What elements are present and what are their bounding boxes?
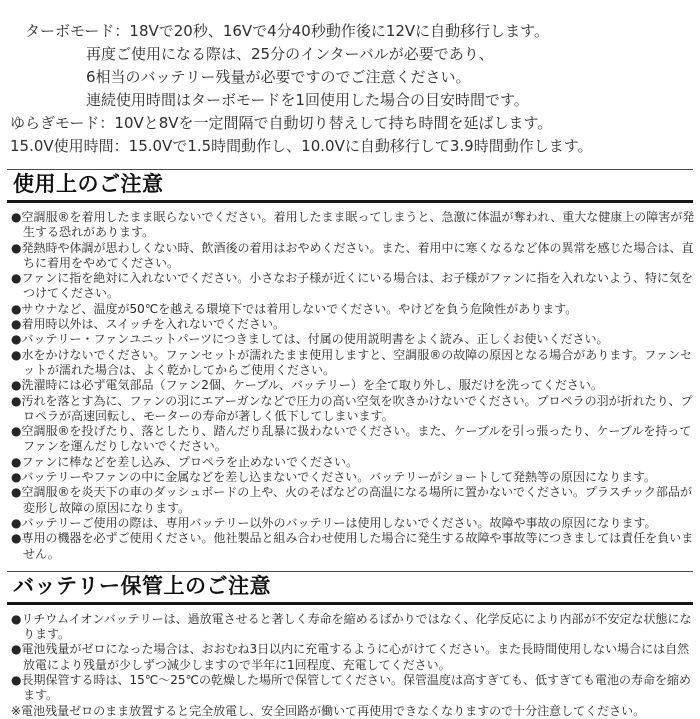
caution-item: [11, 348, 696, 379]
bullet-marker: ●: [11, 424, 22, 439]
caution-text: 着用時以外は、スイッチを入れないでください。: [21, 317, 286, 332]
caution-item: [11, 642, 696, 673]
caution-text: 洗濯時には必ず電気部品（ファン2個、ケーブル、バッテリー）を全て取り外し、服だけを洗ってください。: [21, 378, 603, 393]
caution-text: 電池残量がゼロになった場合は、おおむね3日以内に充電するように心がけてください。また長時間使用しない場合には自然放電により残量が少しずつ減少しますので半年に1回程度、充電してください。: [21, 642, 690, 672]
bullet-marker: ●: [11, 673, 22, 688]
bullet-marker: ●: [11, 642, 22, 657]
caution-text: 空調服®を着用したまま眠らないでください。着用したまま眠ってしまうと、急激に体温が奪われ、重大な健康上の障害が発生する恐れがあります。: [21, 210, 695, 240]
section-usage-cautions: [0, 169, 700, 562]
section-usage-header: [7, 169, 693, 203]
caution-item: [11, 210, 696, 241]
bullet-marker: ●: [11, 317, 22, 332]
caution-text: リチウムイオンバッテリーは、過放電させると著しく寿命を縮めるばかりではなく、化学反応により内部が不安定な状態になります。: [21, 611, 692, 642]
battery-caution-list: [11, 612, 696, 719]
usage-caution-list: [11, 210, 696, 562]
caution-text: バッテリー・ファンユニットパーツにつきましては、付属の使用説明書をよく読み、正しくお使いください。: [21, 332, 609, 347]
caution-text: 空調服®を炎天下の車のダッシュボードの上や、火のそばなどの高温になる場所に置かないでください。プラスチック部品が変形し故障の原因になります。: [21, 485, 693, 515]
caution-item: [11, 531, 696, 562]
bullet-marker: ●: [11, 611, 22, 626]
bullet-marker: ●: [11, 332, 22, 347]
caution-item: [11, 241, 696, 272]
caution-item: [11, 317, 696, 332]
caution-text: 発熱時や体調が思わしくない時、飲酒後の着用はおやめください。また、着用中に寒くなるなど体の異常を感じた場合は、直ちに着用をやめてください。: [21, 240, 694, 270]
caution-item: [11, 470, 696, 485]
bullet-marker: ●: [11, 485, 22, 500]
caution-text: 長期保管する時は、15℃〜25℃の乾燥した場所で保管してください。保管温度は高すぎても、低すぎても電池の寿命を縮めます。: [21, 673, 691, 703]
caution-item: [11, 394, 696, 425]
caution-text: バッテリーやファンの中に金属などを差し込まないでください。バッテリーがショートして発熱等の原因になります。: [21, 470, 657, 485]
caution-text: 専用の機器を必ずご使用ください。他社製品と組み合わせ使用した場合に発生する故障や事故等につきましては責任を負いません。: [21, 531, 694, 561]
caution-text: 水をかけないでください。ファンセットが濡れたまま使用しますと、空調服®の故障の原因となる場合があります。ファンセットが濡れた場合は、よく乾かしてからご使用ください。: [21, 347, 693, 377]
caution-item: [11, 271, 696, 302]
section-usage-title: 使用上のご注意: [13, 172, 164, 196]
mode-line-15v: 15.0V使用時間：15.0Vで1.5時間動作し、10.0Vに自動移行して3.9時間動作します。: [10, 137, 593, 155]
mode-line-turbo: ターボモード：18Vで20秒、16Vで4分40秒動作後に12Vに自動移行します。: [25, 22, 549, 40]
note-marker: ※: [11, 703, 22, 718]
bullet-marker: ●: [11, 378, 22, 393]
mode-line-turbo-cont-3: 連続使用時間はターボモードを1回使用した場合の目安時間です。: [86, 91, 529, 109]
bullet-marker: ●: [11, 454, 22, 469]
caution-item: [11, 332, 696, 347]
caution-text: 電池残量ゼロのまま放置すると完全放電し、安全回路が働いて再使用できなくなりますので十分注意してください。: [21, 703, 646, 718]
caution-item: [11, 302, 696, 317]
mode-description-block: [0, 20, 700, 158]
bullet-marker: ●: [11, 240, 22, 255]
bullet-marker: ●: [11, 271, 22, 286]
caution-text: バッテリーご使用の際は、専用バッテリー以外のバッテリーは使用しないでください。故障や事故の原因になります。: [21, 515, 657, 530]
bullet-marker: ●: [11, 301, 22, 316]
caution-item: [11, 673, 696, 704]
caution-item: [11, 378, 696, 393]
bullet-marker: ●: [11, 531, 22, 546]
bullet-marker: ●: [11, 347, 22, 362]
mode-line-turbo-cont-1: 再度ご使用になる際は、25分のインターバルが必要であり、: [86, 45, 494, 63]
caution-text: 空調服®を投げたり、落としたり、踏んだり乱暴に扱わないでください。また、ケーブルを引っ張ったり、ケーブルを持ってファンを運んだりしないでください。: [21, 424, 692, 454]
bullet-marker: ●: [11, 210, 22, 224]
mode-line-yuragi: ゆらぎモード：10Vと8Vを一定間隔で自動切り替えして持ち時間を延ばします。: [10, 114, 553, 132]
caution-text: ファンに指を絶対に入れないでください。小さなお子様が近くにいる場合は、お子様がファンに指を入れないよう、特に気をつけてください。: [21, 271, 694, 301]
bullet-marker: ●: [11, 515, 22, 530]
section-battery-header: [7, 571, 693, 605]
caution-item: [11, 424, 696, 455]
caution-item: [11, 455, 696, 470]
caution-text: 汚れを落とす為に、ファンの羽にエアーガンなどで圧力の高い空気を吹きかけないでください。プロペラの羽が折れたり、プロペラが高速回転し、モーターの寿命が著しく低下してしまいます。: [21, 393, 693, 423]
caution-text: ファンに棒などを差し込み、プロペラを止めないでください。: [21, 454, 358, 469]
caution-item: [11, 485, 696, 516]
section-battery-storage-cautions: [0, 571, 700, 719]
bullet-marker: ●: [11, 393, 22, 408]
bullet-marker: ●: [11, 470, 22, 485]
caution-item: [11, 516, 696, 531]
section-battery-title: バッテリー保管上のご注意: [13, 573, 271, 598]
mode-line-turbo-cont-2: 6相当のバッテリー残量が必要ですのでご注意ください。: [86, 68, 471, 86]
caution-text: サウナなど、温度が50℃を越える環境下では着用しないでください。やけどを負う危険性があります。: [21, 301, 578, 316]
caution-item: [11, 612, 696, 643]
caution-item: [11, 704, 696, 719]
